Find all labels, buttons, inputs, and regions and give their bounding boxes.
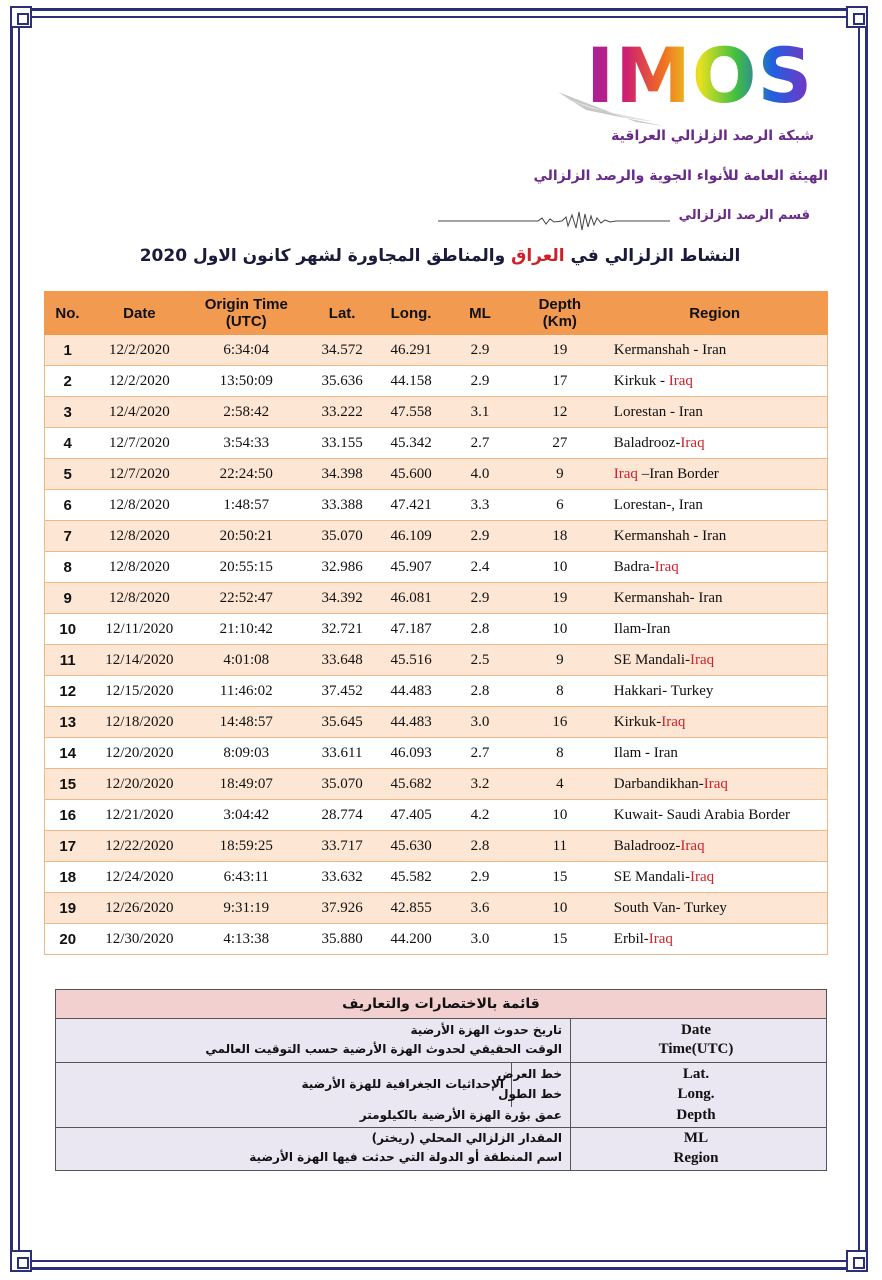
glossary-title: قائمة بالاختصارات والتعاريف — [56, 990, 826, 1019]
cell-no: 11 — [45, 645, 91, 676]
title-part-1: النشاط الزلزالي في — [570, 246, 741, 266]
region-text: Darbandikhan- — [613, 775, 704, 792]
cell-date: 12/18/2020 — [90, 707, 188, 738]
cell-lat: 35.645 — [304, 707, 380, 738]
cell-origin-time: 22:52:47 — [188, 583, 304, 614]
region-text: Lorestan - Iran — [613, 403, 703, 420]
logo-text: IMOS — [586, 31, 814, 120]
cell-no: 4 — [45, 428, 91, 459]
region-country-highlight: Iraq — [690, 868, 715, 885]
cell-ml: 4.2 — [442, 800, 518, 831]
region-text: Kermanshah- Iran — [613, 589, 723, 606]
cell-date: 12/7/2020 — [90, 428, 188, 459]
cell-region — [602, 738, 828, 769]
cell-origin-time: 18:59:25 — [188, 831, 304, 862]
cell-date: 12/11/2020 — [90, 614, 188, 645]
cell-origin-time: 4:01:08 — [188, 645, 304, 676]
corner-ornament — [10, 6, 32, 28]
region-text: Lorestan-, Iran — [613, 496, 703, 513]
cell-ml: 2.8 — [442, 831, 518, 862]
cell-long: 47.558 — [380, 397, 442, 428]
table-row — [45, 335, 828, 366]
table-row — [45, 459, 828, 490]
region-text: Baladrooz- — [613, 837, 681, 854]
cell-long: 47.187 — [380, 614, 442, 645]
cell-region — [602, 707, 828, 738]
corner-ornament — [846, 6, 868, 28]
cell-lat: 32.721 — [304, 614, 380, 645]
glossary-ml-term: ML — [683, 1130, 709, 1146]
cell-long: 44.200 — [380, 924, 442, 955]
cell-region — [602, 459, 828, 490]
cell-no: 9 — [45, 583, 91, 614]
cell-date: 12/4/2020 — [90, 397, 188, 428]
table-row — [45, 552, 828, 583]
table-row — [45, 862, 828, 893]
table-row — [45, 366, 828, 397]
table-row — [45, 800, 828, 831]
cell-lat: 37.926 — [304, 893, 380, 924]
glossary-region-def: اسم المنطقة أو الدولة التي حدثت فيها الهزة الأرضية — [249, 1150, 562, 1164]
cell-ml: 3.6 — [442, 893, 518, 924]
region-text: SE Mandali- — [613, 651, 691, 668]
cell-ml: 2.4 — [442, 552, 518, 583]
cell-long: 44.483 — [380, 676, 442, 707]
cell-region — [602, 645, 828, 676]
cell-depth: 9 — [518, 645, 602, 676]
cell-long: 47.405 — [380, 800, 442, 831]
cell-region — [602, 521, 828, 552]
corner-ornament — [10, 1250, 32, 1272]
cell-ml: 3.2 — [442, 769, 518, 800]
cell-date: 12/22/2020 — [90, 831, 188, 862]
cell-lat: 33.611 — [304, 738, 380, 769]
cell-region — [602, 676, 828, 707]
cell-depth: 10 — [518, 552, 602, 583]
cell-origin-time: 21:10:42 — [188, 614, 304, 645]
cell-region — [602, 614, 828, 645]
cell-date: 12/8/2020 — [90, 583, 188, 614]
cell-ml: 2.9 — [442, 862, 518, 893]
region-text: South Van- Turkey — [613, 899, 727, 916]
region-text: Badra- — [613, 558, 655, 575]
region-country-highlight: Iraq — [668, 372, 693, 389]
cell-ml: 3.0 — [442, 707, 518, 738]
table-row — [45, 924, 828, 955]
cell-long: 46.081 — [380, 583, 442, 614]
org-network-name: شبكة الرصد الزلزالي العراقية — [611, 128, 814, 144]
cell-long: 44.158 — [380, 366, 442, 397]
glossary-lat-term: Lat. — [682, 1066, 710, 1082]
glossary-row-ml-region — [56, 1128, 826, 1170]
cell-ml: 3.0 — [442, 924, 518, 955]
cell-region — [602, 428, 828, 459]
cell-long: 45.682 — [380, 769, 442, 800]
cell-date: 12/24/2020 — [90, 862, 188, 893]
cell-lat: 34.398 — [304, 459, 380, 490]
cell-ml: 2.9 — [442, 335, 518, 366]
table-row — [45, 583, 828, 614]
region-country-highlight: Iraq — [680, 434, 705, 451]
table-row — [45, 769, 828, 800]
glossary-time-term: Time(UTC) — [658, 1041, 734, 1057]
cell-no: 3 — [45, 397, 91, 428]
glossary-time-def: الوقت الحقيقي لحدوث الهزة الأرضية حسب التوقيت العالمي — [205, 1042, 562, 1056]
glossary-coords-def: الإحداثيات الجغرافية للهزة الأرضية — [301, 1077, 504, 1091]
cell-long: 45.630 — [380, 831, 442, 862]
cell-no: 13 — [45, 707, 91, 738]
cell-ml: 2.8 — [442, 676, 518, 707]
cell-depth: 9 — [518, 459, 602, 490]
cell-origin-time: 8:09:03 — [188, 738, 304, 769]
region-text: Kirkuk - — [613, 372, 669, 389]
cell-depth: 8 — [518, 676, 602, 707]
cell-no: 20 — [45, 924, 91, 955]
region-country-highlight: Iraq — [613, 465, 638, 482]
cell-depth: 15 — [518, 924, 602, 955]
cell-lat: 37.452 — [304, 676, 380, 707]
region-text: Ilam-Iran — [613, 620, 671, 637]
cell-lat: 33.155 — [304, 428, 380, 459]
org-department-name: قسم الرصد الزلزالي — [678, 208, 810, 223]
cell-origin-time: 3:54:33 — [188, 428, 304, 459]
cell-long: 42.855 — [380, 893, 442, 924]
region-text: Kuwait- Saudi Arabia Border — [613, 806, 790, 823]
cell-date: 12/26/2020 — [90, 893, 188, 924]
cell-lat: 35.070 — [304, 769, 380, 800]
cell-origin-time: 3:04:42 — [188, 800, 304, 831]
org-authority-name: الهيئة العامة للأنواء الجوية والرصد الزلزالي — [533, 168, 828, 184]
region-text: Kermanshah - Iran — [613, 527, 727, 544]
cell-origin-time: 6:43:11 — [188, 862, 304, 893]
cell-region — [602, 893, 828, 924]
cell-no: 12 — [45, 676, 91, 707]
region-country-highlight: Iraq — [661, 713, 686, 730]
cell-region — [602, 769, 828, 800]
cell-ml: 3.3 — [442, 490, 518, 521]
table-row — [45, 614, 828, 645]
cell-depth: 19 — [518, 583, 602, 614]
col-header-lat: Lat. — [304, 292, 380, 335]
cell-depth: 12 — [518, 397, 602, 428]
region-text: Kirkuk- — [613, 713, 662, 730]
cell-origin-time: 20:55:15 — [188, 552, 304, 583]
cell-no: 14 — [45, 738, 91, 769]
cell-date: 12/8/2020 — [90, 552, 188, 583]
cell-region — [602, 862, 828, 893]
cell-depth: 8 — [518, 738, 602, 769]
glossary-depth-def: عمق بؤرة الهزة الأرضية بالكيلومتر — [359, 1108, 562, 1122]
cell-ml: 2.8 — [442, 614, 518, 645]
table-row — [45, 397, 828, 428]
region-text: –Iran Border — [637, 465, 719, 482]
glossary-date-term: Date — [681, 1022, 711, 1038]
table-row — [45, 831, 828, 862]
title-highlight: العراق — [511, 246, 565, 266]
cell-no: 2 — [45, 366, 91, 397]
cell-region — [602, 924, 828, 955]
cell-origin-time: 9:31:19 — [188, 893, 304, 924]
cell-depth: 27 — [518, 428, 602, 459]
cell-date: 12/20/2020 — [90, 769, 188, 800]
region-country-highlight: Iraq — [690, 651, 715, 668]
title-part-2: والمناطق المجاورة لشهر كانون الاول 2020 — [139, 246, 506, 266]
cell-date: 12/7/2020 — [90, 459, 188, 490]
cell-region — [602, 831, 828, 862]
cell-ml: 2.9 — [442, 521, 518, 552]
cell-no: 7 — [45, 521, 91, 552]
glossary-date-def: تاريخ حدوث الهزة الأرضية — [410, 1023, 562, 1037]
cell-ml: 4.0 — [442, 459, 518, 490]
glossary-region-term: Region — [673, 1150, 719, 1166]
cell-ml: 2.5 — [442, 645, 518, 676]
table-row — [45, 738, 828, 769]
cell-no: 10 — [45, 614, 91, 645]
glossary-ml-def: المقدار الزلزالي المحلي (ريختر) — [371, 1131, 562, 1145]
cell-depth: 17 — [518, 366, 602, 397]
cell-depth: 10 — [518, 893, 602, 924]
cell-long: 45.582 — [380, 862, 442, 893]
cell-origin-time: 6:34:04 — [188, 335, 304, 366]
cell-no: 8 — [45, 552, 91, 583]
cell-no: 17 — [45, 831, 91, 862]
cell-lat: 34.392 — [304, 583, 380, 614]
cell-no: 18 — [45, 862, 91, 893]
col-header-date: Date — [90, 292, 188, 335]
cell-ml: 3.1 — [442, 397, 518, 428]
region-text: Hakkari- Turkey — [613, 682, 714, 699]
cell-origin-time: 22:24:50 — [188, 459, 304, 490]
cell-long: 46.291 — [380, 335, 442, 366]
cell-no: 19 — [45, 893, 91, 924]
corner-ornament — [846, 1250, 868, 1272]
table-row — [45, 428, 828, 459]
cell-long: 46.109 — [380, 521, 442, 552]
cell-long: 44.483 — [380, 707, 442, 738]
cell-no: 1 — [45, 335, 91, 366]
cell-region — [602, 800, 828, 831]
cell-origin-time: 11:46:02 — [188, 676, 304, 707]
col-header-no: No. — [45, 292, 91, 335]
region-country-highlight: Iraq — [654, 558, 679, 575]
col-header-origin-time: Origin Time (UTC) — [188, 292, 304, 335]
cell-depth: 4 — [518, 769, 602, 800]
cell-origin-time: 4:13:38 — [188, 924, 304, 955]
glossary-long-def: خط الطول — [498, 1087, 562, 1101]
cell-lat: 35.070 — [304, 521, 380, 552]
cell-lat: 33.648 — [304, 645, 380, 676]
cell-depth: 18 — [518, 521, 602, 552]
cell-long: 47.421 — [380, 490, 442, 521]
cell-date: 12/8/2020 — [90, 490, 188, 521]
cell-no: 5 — [45, 459, 91, 490]
cell-origin-time: 14:48:57 — [188, 707, 304, 738]
seismogram-icon — [438, 206, 670, 234]
cell-depth: 11 — [518, 831, 602, 862]
cell-origin-time: 13:50:09 — [188, 366, 304, 397]
cell-depth: 19 — [518, 335, 602, 366]
region-country-highlight: Iraq — [680, 837, 705, 854]
document-title — [100, 246, 780, 266]
cell-lat: 35.636 — [304, 366, 380, 397]
cell-long: 45.600 — [380, 459, 442, 490]
table-row — [45, 645, 828, 676]
glossary-lat-def: خط العرض — [497, 1067, 562, 1081]
table-row — [45, 893, 828, 924]
cell-lat: 33.222 — [304, 397, 380, 428]
region-text: Baladrooz- — [613, 434, 681, 451]
table-row — [45, 676, 828, 707]
cell-long: 46.093 — [380, 738, 442, 769]
col-header-long: Long. — [380, 292, 442, 335]
imos-logo — [556, 31, 826, 120]
cell-ml: 2.9 — [442, 583, 518, 614]
cell-origin-time: 1:48:57 — [188, 490, 304, 521]
cell-lat: 28.774 — [304, 800, 380, 831]
cell-origin-time: 18:49:07 — [188, 769, 304, 800]
earthquake-table — [44, 291, 828, 955]
col-header-depth: Depth (Km) — [518, 292, 602, 335]
cell-lat: 33.717 — [304, 831, 380, 862]
table-row — [45, 707, 828, 738]
cell-region — [602, 335, 828, 366]
cell-date: 12/8/2020 — [90, 521, 188, 552]
cell-ml: 2.7 — [442, 738, 518, 769]
cell-no: 6 — [45, 490, 91, 521]
region-text: Kermanshah - Iran — [613, 341, 727, 358]
cell-lat: 35.880 — [304, 924, 380, 955]
region-text: SE Mandali- — [613, 868, 691, 885]
glossary-depth-term: Depth — [676, 1107, 716, 1123]
cell-date: 12/2/2020 — [90, 366, 188, 397]
cell-date: 12/2/2020 — [90, 335, 188, 366]
cell-ml: 2.7 — [442, 428, 518, 459]
col-header-region: Region — [602, 292, 828, 335]
cell-depth: 10 — [518, 800, 602, 831]
table-row — [45, 521, 828, 552]
cell-origin-time: 20:50:21 — [188, 521, 304, 552]
region-country-highlight: Iraq — [648, 930, 673, 947]
glossary-row-datetime — [56, 1019, 826, 1063]
region-country-highlight: Iraq — [703, 775, 728, 792]
cell-region — [602, 490, 828, 521]
table-row — [45, 490, 828, 521]
region-text: Ilam - Iran — [613, 744, 678, 761]
cell-region — [602, 366, 828, 397]
cell-date: 12/14/2020 — [90, 645, 188, 676]
cell-depth: 6 — [518, 490, 602, 521]
table-header-row — [45, 292, 828, 335]
cell-ml: 2.9 — [442, 366, 518, 397]
glossary-long-term: Long. — [677, 1086, 715, 1102]
cell-long: 45.907 — [380, 552, 442, 583]
cell-depth: 15 — [518, 862, 602, 893]
region-text: Erbil- — [613, 930, 649, 947]
cell-lat: 33.388 — [304, 490, 380, 521]
cell-lat: 34.572 — [304, 335, 380, 366]
cell-no: 16 — [45, 800, 91, 831]
cell-origin-time: 2:58:42 — [188, 397, 304, 428]
cell-long: 45.516 — [380, 645, 442, 676]
cell-date: 12/30/2020 — [90, 924, 188, 955]
cell-date: 12/21/2020 — [90, 800, 188, 831]
col-header-ml: ML — [442, 292, 518, 335]
cell-region — [602, 552, 828, 583]
cell-date: 12/15/2020 — [90, 676, 188, 707]
cell-depth: 16 — [518, 707, 602, 738]
glossary-box — [55, 989, 827, 1171]
cell-region — [602, 583, 828, 614]
glossary-row-location — [56, 1063, 826, 1128]
cell-depth: 10 — [518, 614, 602, 645]
cell-lat: 32.986 — [304, 552, 380, 583]
cell-long: 45.342 — [380, 428, 442, 459]
cell-no: 15 — [45, 769, 91, 800]
cell-region — [602, 397, 828, 428]
cell-date: 12/20/2020 — [90, 738, 188, 769]
cell-lat: 33.632 — [304, 862, 380, 893]
